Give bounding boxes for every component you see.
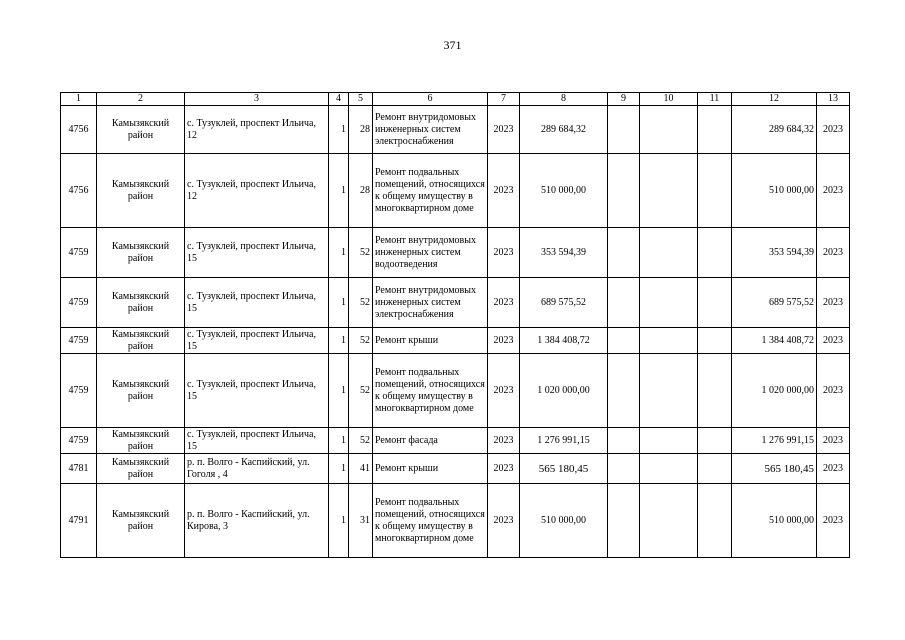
table-row — [61, 428, 850, 454]
id-cell: 4759 — [61, 328, 97, 354]
col4-cell: 1 — [329, 278, 349, 328]
cost-cell: 1 020 000,00 — [520, 354, 608, 428]
end-year-cell: 2023 — [817, 106, 850, 154]
id-cell: 4759 — [61, 354, 97, 428]
table-row — [61, 228, 850, 278]
header-row — [61, 93, 850, 106]
address-cell: с. Тузуклей, проспект Ильича, 15 — [185, 354, 329, 428]
col4-cell: 1 — [329, 106, 349, 154]
cost-cell: 510 000,00 — [520, 154, 608, 228]
header-cell: 12 — [732, 93, 817, 106]
year-cell: 2023 — [488, 154, 520, 228]
col5-cell: 52 — [349, 328, 373, 354]
col10-cell — [640, 454, 698, 484]
col5-cell: 52 — [349, 228, 373, 278]
table-row — [61, 454, 850, 484]
col11-cell — [698, 354, 732, 428]
col9-cell — [608, 278, 640, 328]
district-cell: Камызякский район — [97, 484, 185, 558]
header-cell: 4 — [329, 93, 349, 106]
col9-cell — [608, 328, 640, 354]
address-cell: с. Тузуклей, проспект Ильича, 12 — [185, 154, 329, 228]
end-year-cell: 2023 — [817, 328, 850, 354]
end-year-cell: 2023 — [817, 454, 850, 484]
work-cell: Ремонт внутридомовых инженерных систем электроснабжения — [373, 278, 488, 328]
address-cell: с. Тузуклей, проспект Ильича, 15 — [185, 278, 329, 328]
year-cell: 2023 — [488, 428, 520, 454]
col10-cell — [640, 354, 698, 428]
address-cell: р. п. Волго - Каспийский, ул. Кирова, 3 — [185, 484, 329, 558]
col9-cell — [608, 154, 640, 228]
col11-cell — [698, 228, 732, 278]
header-cell: 3 — [185, 93, 329, 106]
cost-cell: 1 384 408,72 — [520, 328, 608, 354]
table-row — [61, 484, 850, 558]
id-cell: 4756 — [61, 154, 97, 228]
cost-cell: 353 594,39 — [520, 228, 608, 278]
work-cell: Ремонт крыши — [373, 454, 488, 484]
work-cell: Ремонт внутридомовых инженерных систем электроснабжения — [373, 106, 488, 154]
col4-cell: 1 — [329, 328, 349, 354]
district-cell: Камызякский район — [97, 228, 185, 278]
year-cell: 2023 — [488, 354, 520, 428]
col5-cell: 41 — [349, 454, 373, 484]
cost-cell: 510 000,00 — [520, 484, 608, 558]
work-cell: Ремонт подвальных помещений, относящихся к общему имуществу в многоквартирном доме — [373, 354, 488, 428]
col5-cell: 28 — [349, 154, 373, 228]
year-cell: 2023 — [488, 454, 520, 484]
col11-cell — [698, 278, 732, 328]
col9-cell — [608, 484, 640, 558]
total-cell: 689 575,52 — [732, 278, 817, 328]
col11-cell — [698, 106, 732, 154]
col9-cell — [608, 454, 640, 484]
col10-cell — [640, 328, 698, 354]
end-year-cell: 2023 — [817, 278, 850, 328]
id-cell: 4756 — [61, 106, 97, 154]
district-cell: Камызякский район — [97, 154, 185, 228]
col4-cell: 1 — [329, 454, 349, 484]
id-cell: 4759 — [61, 278, 97, 328]
district-cell: Камызякский район — [97, 428, 185, 454]
header-cell: 5 — [349, 93, 373, 106]
address-cell: с. Тузуклей, проспект Ильича, 12 — [185, 106, 329, 154]
end-year-cell: 2023 — [817, 228, 850, 278]
year-cell: 2023 — [488, 484, 520, 558]
total-cell: 353 594,39 — [732, 228, 817, 278]
col4-cell: 1 — [329, 354, 349, 428]
address-cell: с. Тузуклей, проспект Ильича, 15 — [185, 228, 329, 278]
col5-cell: 52 — [349, 354, 373, 428]
col10-cell — [640, 484, 698, 558]
col9-cell — [608, 228, 640, 278]
col11-cell — [698, 454, 732, 484]
work-cell: Ремонт подвальных помещений, относящихся к общему имуществу в многоквартирном доме — [373, 154, 488, 228]
work-cell: Ремонт внутридомовых инженерных систем водоотведения — [373, 228, 488, 278]
district-cell: Камызякский район — [97, 106, 185, 154]
header-cell: 2 — [97, 93, 185, 106]
district-cell: Камызякский район — [97, 454, 185, 484]
total-cell: 289 684,32 — [732, 106, 817, 154]
address-cell: с. Тузуклей, проспект Ильича, 15 — [185, 428, 329, 454]
works-table — [60, 92, 850, 558]
cost-cell: 1 276 991,15 — [520, 428, 608, 454]
col9-cell — [608, 106, 640, 154]
cost-cell: 689 575,52 — [520, 278, 608, 328]
col4-cell: 1 — [329, 154, 349, 228]
col5-cell: 52 — [349, 428, 373, 454]
table-row — [61, 154, 850, 228]
header-cell: 6 — [373, 93, 488, 106]
cost-cell: 289 684,32 — [520, 106, 608, 154]
col11-cell — [698, 328, 732, 354]
header-cell: 1 — [61, 93, 97, 106]
header-cell: 8 — [520, 93, 608, 106]
address-cell: р. п. Волго - Каспийский, ул. Гоголя , 4 — [185, 454, 329, 484]
col4-cell: 1 — [329, 428, 349, 454]
col9-cell — [608, 354, 640, 428]
table-row — [61, 278, 850, 328]
table-row — [61, 354, 850, 428]
total-cell: 1 276 991,15 — [732, 428, 817, 454]
page-number: 371 — [443, 38, 462, 52]
col10-cell — [640, 428, 698, 454]
cost-cell: 565 180,45 — [520, 454, 608, 484]
col5-cell: 52 — [349, 278, 373, 328]
header-cell: 10 — [640, 93, 698, 106]
col10-cell — [640, 154, 698, 228]
total-cell: 565 180,45 — [732, 454, 817, 484]
end-year-cell: 2023 — [817, 154, 850, 228]
col10-cell — [640, 228, 698, 278]
end-year-cell: 2023 — [817, 428, 850, 454]
col11-cell — [698, 428, 732, 454]
address-cell: с. Тузуклей, проспект Ильича, 15 — [185, 328, 329, 354]
work-cell: Ремонт фасада — [373, 428, 488, 454]
col4-cell: 1 — [329, 228, 349, 278]
col4-cell: 1 — [329, 484, 349, 558]
header-cell: 13 — [817, 93, 850, 106]
end-year-cell: 2023 — [817, 484, 850, 558]
work-cell: Ремонт крыши — [373, 328, 488, 354]
total-cell: 1 384 408,72 — [732, 328, 817, 354]
end-year-cell: 2023 — [817, 354, 850, 428]
col11-cell — [698, 154, 732, 228]
id-cell: 4759 — [61, 228, 97, 278]
year-cell: 2023 — [488, 228, 520, 278]
district-cell: Камызякский район — [97, 328, 185, 354]
id-cell: 4791 — [61, 484, 97, 558]
year-cell: 2023 — [488, 328, 520, 354]
district-cell: Камызякский район — [97, 278, 185, 328]
col10-cell — [640, 106, 698, 154]
year-cell: 2023 — [488, 106, 520, 154]
total-cell: 510 000,00 — [732, 484, 817, 558]
col10-cell — [640, 278, 698, 328]
col5-cell: 31 — [349, 484, 373, 558]
col9-cell — [608, 428, 640, 454]
district-cell: Камызякский район — [97, 354, 185, 428]
header-cell: 11 — [698, 93, 732, 106]
year-cell: 2023 — [488, 278, 520, 328]
total-cell: 1 020 000,00 — [732, 354, 817, 428]
id-cell: 4781 — [61, 454, 97, 484]
table-row — [61, 106, 850, 154]
header-cell: 9 — [608, 93, 640, 106]
total-cell: 510 000,00 — [732, 154, 817, 228]
table-row — [61, 328, 850, 354]
work-cell: Ремонт подвальных помещений, относящихся к общему имуществу в многоквартирном доме — [373, 484, 488, 558]
col11-cell — [698, 484, 732, 558]
id-cell: 4759 — [61, 428, 97, 454]
col5-cell: 28 — [349, 106, 373, 154]
header-cell: 7 — [488, 93, 520, 106]
